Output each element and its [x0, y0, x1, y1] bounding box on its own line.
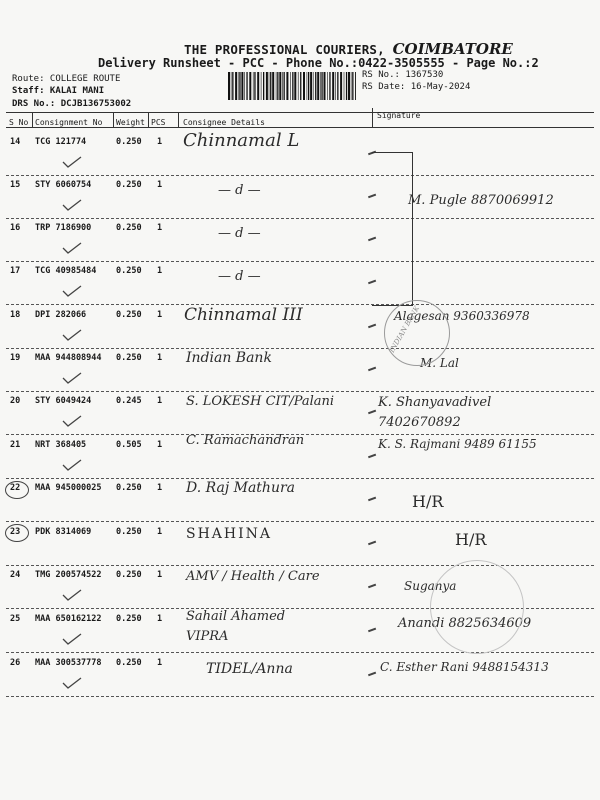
barcode-bar: [329, 72, 330, 100]
rs-number: RS No.: 1367530: [362, 70, 444, 80]
row-sno: 16: [10, 223, 21, 233]
row-consignee-handwritten: S. LOKESH CIT/Palani: [186, 394, 335, 409]
barcode-bar: [332, 72, 334, 100]
barcode-bar: [284, 72, 285, 100]
signature-tick-mark: [368, 541, 376, 545]
circled-row-mark: [5, 524, 29, 542]
row-separator: [6, 565, 594, 566]
checkmark-icon: [62, 633, 82, 645]
checkmark-icon: [62, 459, 82, 471]
barcode-bar: [286, 72, 288, 100]
staff-label: Staff: KALAI MANI: [12, 86, 105, 96]
row-consignee-handwritten: Sahail Ahamed VIPRA: [186, 609, 286, 644]
row-weight: 0.250: [116, 658, 142, 668]
barcode: [228, 72, 356, 100]
row-signature-handwritten: Alagesan 9360336978: [394, 309, 530, 323]
drs-number: DRS No.: DCJB136753002: [12, 99, 132, 109]
barcode-bar: [337, 72, 338, 100]
signature-tick-mark: [368, 410, 376, 414]
checkmark-icon: [62, 199, 82, 211]
barcode-bar: [327, 72, 328, 100]
barcode-bar: [249, 72, 251, 100]
circled-row-mark: [5, 481, 29, 499]
row-signature-handwritten: Suganya: [404, 579, 457, 593]
row-consignment-no: NRT 368405: [35, 440, 87, 450]
row-consignee-handwritten: — d —: [218, 269, 261, 284]
row-consignee-handwritten: — d —: [218, 226, 261, 241]
checkmark-icon: [62, 285, 82, 297]
row-separator: [6, 696, 594, 697]
row-sno: 22: [10, 483, 21, 493]
barcode-bar: [298, 72, 299, 100]
row-sno: 18: [10, 310, 21, 320]
row-weight: 0.245: [116, 396, 142, 406]
row-sno: 24: [10, 570, 21, 580]
signature-tick-mark: [368, 324, 376, 328]
row-weight: 0.250: [116, 483, 142, 493]
bank-stamp-text: INDIAN BANK: [388, 304, 422, 354]
row-consignment-no: MAA 945000025: [35, 483, 102, 493]
row-signature-handwritten: Anandi 8825634609: [398, 616, 532, 631]
row-signature-handwritten: H/R: [412, 492, 444, 511]
row-separator: [6, 652, 594, 653]
checkmark-icon: [62, 415, 82, 427]
row-pcs: 1: [157, 570, 163, 580]
row-consignment-no: MAA 650162122: [35, 614, 102, 624]
row-pcs: 1: [157, 396, 163, 406]
table-row: [0, 524, 600, 567]
barcode-bar: [310, 72, 312, 100]
row-sno: 15: [10, 180, 21, 190]
row-pcs: 1: [157, 614, 163, 624]
barcode-bar: [277, 72, 278, 100]
barcode-bar: [257, 72, 259, 100]
checkmark-icon: [62, 329, 82, 341]
barcode-bar: [239, 72, 240, 100]
row-pcs: 1: [157, 266, 163, 276]
barcode-bar: [346, 72, 347, 100]
col-divider: [113, 112, 114, 128]
row-signature-handwritten: C. Esther Rani 9488154313: [380, 660, 549, 674]
row-signature-handwritten: M. Lal: [420, 356, 459, 370]
row-sno: 21: [10, 440, 21, 450]
row-pcs: 1: [157, 353, 163, 363]
barcode-bar: [276, 72, 277, 100]
row-separator: [6, 175, 594, 176]
barcode-bar: [340, 72, 342, 100]
barcode-bar: [235, 72, 237, 100]
signature-tick-mark: [368, 584, 376, 588]
barcode-bar: [266, 72, 268, 100]
table-top-rule: [6, 112, 594, 113]
row-weight: 0.250: [116, 180, 142, 190]
barcode-bar: [232, 72, 233, 100]
city-handwritten: COIMBATORE: [392, 40, 513, 58]
barcode-bar: [228, 72, 230, 100]
checkmark-icon: [62, 156, 82, 168]
barcode-bar: [231, 72, 232, 100]
header-pcs: PCS: [151, 118, 166, 127]
barcode-bar: [282, 72, 283, 100]
table-row: [0, 393, 600, 436]
checkmark-icon: [62, 677, 82, 689]
header-consignment: Consignment No: [35, 118, 103, 127]
row-consignment-no: MAA 300537778: [35, 658, 102, 668]
row-weight: 0.250: [116, 570, 142, 580]
row-separator: [6, 478, 594, 479]
barcode-bar: [303, 72, 305, 100]
table-row: [0, 307, 600, 350]
checkmark-icon: [62, 372, 82, 384]
barcode-bar: [241, 72, 243, 100]
row-consignee-handwritten: Indian Bank: [186, 350, 272, 366]
barcode-bar: [300, 72, 301, 100]
row-weight: 0.250: [116, 614, 142, 624]
barcode-bar: [355, 72, 356, 100]
col-divider: [148, 112, 149, 128]
grouping-bracket: [372, 152, 413, 306]
barcode-bar: [351, 72, 352, 100]
row-pcs: 1: [157, 658, 163, 668]
row-consignment-no: TCG 121774: [35, 137, 87, 147]
checkmark-icon: [62, 242, 82, 254]
row-signature-handwritten: H/R: [455, 530, 487, 549]
row-sno: 20: [10, 396, 21, 406]
signature-tick-mark: [368, 454, 376, 458]
table-row: [0, 655, 600, 698]
row-separator: [6, 261, 594, 262]
checkmark-icon: [62, 589, 82, 601]
barcode-bar: [335, 72, 336, 100]
col-divider: [372, 108, 373, 128]
barcode-bar: [261, 72, 262, 100]
rs-date: RS Date: 16-May-2024: [362, 82, 471, 92]
table-row: [0, 350, 600, 393]
row-consignment-no: STY 6049424: [35, 396, 92, 406]
faded-stamp: [430, 560, 524, 654]
row-consignee-handwritten: AMV / Health / Care: [186, 569, 320, 584]
table-row: [0, 130, 600, 177]
table-row: [0, 480, 600, 523]
row-separator: [6, 218, 594, 219]
barcode-bar: [352, 72, 353, 100]
row-pcs: 1: [157, 137, 163, 147]
route-label: Route: COLLEGE ROUTE: [12, 74, 121, 84]
barcode-bar: [270, 72, 271, 100]
row-consignment-no: DPI 282066: [35, 310, 87, 320]
row-consignment-no: TMG 200574522: [35, 570, 102, 580]
row-consignee-handwritten: Chinnamal L: [183, 130, 300, 151]
barcode-bar: [294, 72, 296, 100]
row-consignee-handwritten: Chinnamal III: [184, 305, 303, 325]
row-consignee-handwritten: SHAHINA: [186, 526, 273, 542]
barcode-bar: [272, 72, 274, 100]
row-consignee-handwritten: C. Ramachandran: [186, 433, 305, 448]
barcode-bar: [320, 72, 321, 100]
row-sno: 26: [10, 658, 21, 668]
barcode-bar: [321, 72, 322, 100]
header-consignee: Consignee Details: [183, 118, 265, 127]
row-pcs: 1: [157, 483, 163, 493]
row-consignment-no: TRP 7186900: [35, 223, 92, 233]
row-pcs: 1: [157, 440, 163, 450]
table-row: [0, 220, 600, 263]
row-pcs: 1: [157, 310, 163, 320]
barcode-bar: [313, 72, 314, 100]
header-weight: Weight: [116, 118, 145, 127]
row-weight: 0.250: [116, 266, 142, 276]
barcode-bar: [315, 72, 316, 100]
barcode-bar: [263, 72, 264, 100]
row-consignment-no: PDK 8314069: [35, 527, 92, 537]
row-separator: [6, 348, 594, 349]
row-consignment-no: MAA 944808944: [35, 353, 102, 363]
row-weight: 0.250: [116, 527, 142, 537]
row-pcs: 1: [157, 527, 163, 537]
signature-tick-mark: [368, 367, 376, 371]
barcode-bar: [246, 72, 247, 100]
barcode-bar: [269, 72, 270, 100]
col-divider: [32, 112, 33, 128]
header-sno: S No: [9, 118, 29, 127]
row-weight: 0.250: [116, 310, 142, 320]
signature-tick-mark: [368, 672, 376, 676]
table-header-rule: [6, 127, 594, 128]
col-divider: [178, 112, 179, 128]
barcode-bar: [254, 72, 255, 100]
barcode-bar: [253, 72, 254, 100]
barcode-bar: [290, 72, 291, 100]
row-pcs: 1: [157, 223, 163, 233]
runsheet-subtitle: Delivery Runsheet - PCC - Phone No.:0422-3505555 - Page No.:2: [98, 56, 539, 70]
row-consignment-no: STY 6060754: [35, 180, 92, 190]
barcode-bar: [348, 72, 350, 100]
row-consignee-handwritten: TIDEL/Anna: [206, 661, 293, 677]
row-sno: 23: [10, 527, 21, 537]
row-weight: 0.250: [116, 137, 142, 147]
row-signature-handwritten: K. Shanyavadivel 7402670892: [378, 395, 492, 430]
row-sno: 14: [10, 137, 21, 147]
company-name: THE PROFESSIONAL COURIERS,: [184, 42, 385, 57]
barcode-bar: [324, 72, 326, 100]
signature-tick-mark: [368, 628, 376, 632]
barcode-bar: [317, 72, 319, 100]
row-pcs: 1: [157, 180, 163, 190]
row-consignee-handwritten: — d —: [218, 183, 261, 198]
barcode-bar: [292, 72, 293, 100]
barcode-bar: [308, 72, 309, 100]
row-signature-handwritten: K. S. Rajmani 9489 61155: [378, 437, 537, 451]
row-consignee-handwritten: D. Raj Mathura: [186, 480, 296, 496]
row-consignment-no: TCG 40985484: [35, 266, 97, 276]
barcode-bar: [307, 72, 308, 100]
signature-tick-mark: [368, 497, 376, 501]
barcode-bar: [244, 72, 245, 100]
row-weight: 0.250: [116, 223, 142, 233]
header-signature: Signature: [377, 111, 421, 120]
row-weight: 0.250: [116, 353, 142, 363]
row-weight: 0.505: [116, 440, 142, 450]
barcode-bar: [279, 72, 281, 100]
table-row: [0, 177, 600, 220]
row-sno: 17: [10, 266, 21, 276]
row-sno: 25: [10, 614, 21, 624]
barcode-bar: [344, 72, 345, 100]
row-sno: 19: [10, 353, 21, 363]
table-row: [0, 263, 600, 306]
barcode-bar: [238, 72, 239, 100]
table-row: [0, 433, 600, 480]
row-separator: [6, 521, 594, 522]
row-signature-handwritten: M. Pugle 8870069912: [408, 193, 554, 208]
